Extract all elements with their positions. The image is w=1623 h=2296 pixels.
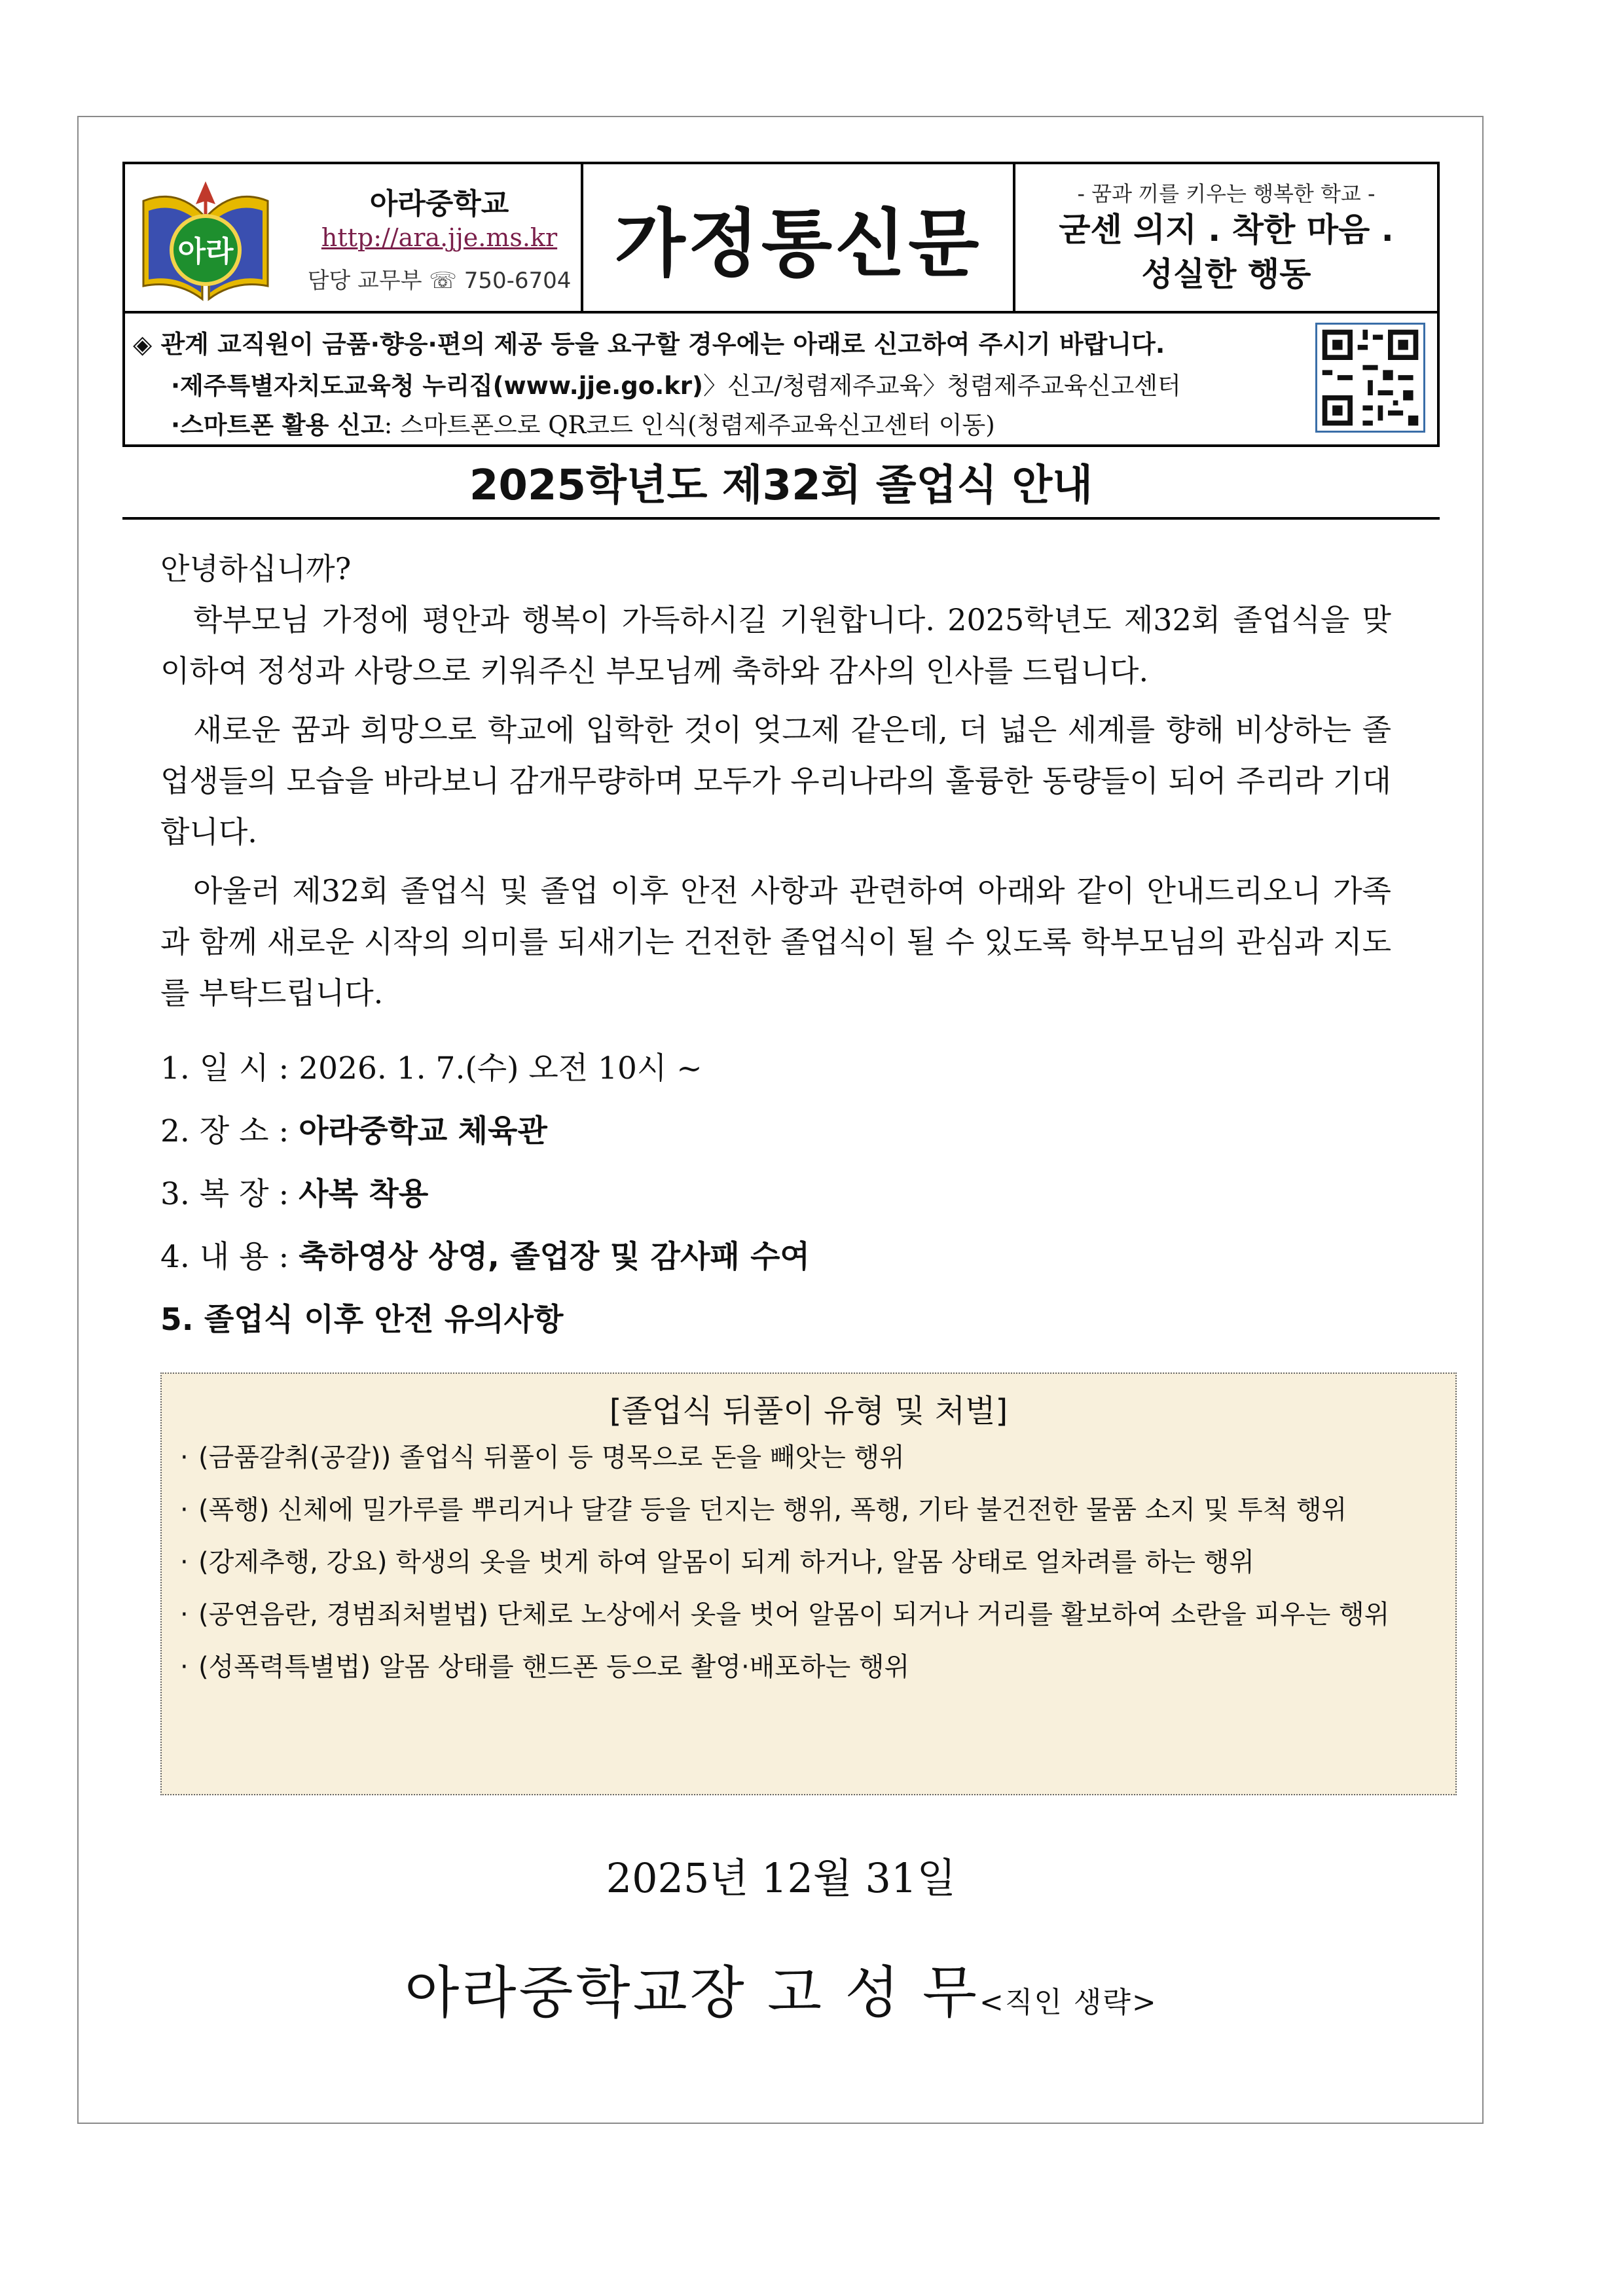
principal-signature: [122, 1947, 1440, 2028]
report-line-website: [171, 366, 1181, 401]
event-details: [160, 1037, 810, 1352]
detail-value: 아라중학교 체육관: [299, 1113, 547, 1149]
detail-value: 사복 착용: [299, 1176, 429, 1212]
school-contact: 담당 교무부 ☏ 750-6704: [307, 268, 572, 294]
warning-item: · (성폭력특별법) 알몸 상태를 핸드폰 등으로 촬영·배포하는 행위: [179, 1648, 1438, 1686]
detail-label: 3. 복 장 :: [160, 1176, 289, 1212]
detail-item: [160, 1163, 810, 1226]
warning-item: · (강제추행, 강요) 학생의 옷을 벗게 하여 알몸이 되게 하거나, 알몸 상태로 얼차려를 하는 행위: [179, 1543, 1438, 1581]
paragraph-2: 새로운 꿈과 희망으로 학교에 입학한 것이 엊그제 같은데, 더 넓은 세계를 향해 비상하는 졸업생들의 모습을 바라보니 감개무량하며 모두가 우리나라의 훌륭한 동량들이 되어 주리라 기대합니다.: [160, 712, 1391, 850]
body-paragraphs: [160, 594, 1391, 1026]
report-website-path: 〉신고/청렴제주교육〉청렴제주교육신고센터: [702, 372, 1181, 400]
warning-box: [160, 1372, 1457, 1795]
title-divider: [122, 517, 1440, 520]
detail-label: 2. 장 소 :: [160, 1113, 289, 1149]
detail-item: [160, 1289, 810, 1352]
detail-item: [160, 1037, 810, 1100]
detail-label: 1. 일 시 :: [160, 1050, 289, 1086]
warning-item: · (금품갈취(공갈)) 졸업식 뒤풀이 등 명목으로 돈을 빼앗는 행위: [179, 1439, 1438, 1477]
motto-line-1: 굳센 의지 . 착한 마음 .: [1059, 211, 1394, 249]
paragraph-3: 아울러 제32회 졸업식 및 졸업 이후 안전 사항과 관련하여 아래와 같이 안내드리오니 가족과 함께 새로운 시작의 의미를 되새기는 건전한 졸업식이 될 수 있도록 학부모님의 관심과 지도를 부탁드립니다.: [160, 873, 1391, 1011]
detail-item: [160, 1100, 810, 1163]
issue-date: 2025년 12월 31일: [606, 1854, 957, 1902]
greeting: 안녕하십니까?: [160, 551, 352, 586]
warning-title: [졸업식 뒤풀이 유형 및 처벌]: [609, 1393, 1008, 1429]
title-cell: [583, 164, 1015, 311]
school-logo-icon: [137, 175, 274, 306]
report-line-smartphone: [171, 405, 995, 440]
detail-item: [160, 1226, 810, 1289]
header-top-row: [125, 164, 1437, 314]
motto-cell: [1015, 164, 1437, 311]
report-smartphone-label: ·스마트폰 활용 신고: [171, 411, 384, 439]
newsletter-header: [122, 162, 1440, 447]
school-info-cell: [125, 164, 583, 311]
school-url-link[interactable]: http://ara.jje.ms.kr: [321, 223, 558, 252]
page-title: 2025학년도 제32회 졸업식 안내: [469, 461, 1093, 510]
detail-label: 5. 졸업식 이후 안전 유의사항: [160, 1302, 564, 1338]
motto-subtitle: - 꿈과 끼를 키우는 행복한 학교 -: [1077, 181, 1376, 206]
logo-text: 아라: [177, 235, 234, 268]
report-smartphone-text: : 스마트폰으로 QR코드 인식(청렴제주교육신고센터 이동): [384, 411, 995, 439]
report-website-label: ·제주특별자치도교육청 누리집(www.jje.go.kr): [171, 372, 703, 400]
paragraph-1: 학부모님 가정에 평안과 행복이 가득하시길 기원합니다. 2025학년도 제32회 졸업식을 맞이하여 정성과 사랑으로 키워주신 부모님께 축하와 감사의 인사를 드립니다.: [160, 602, 1391, 689]
detail-value: 축하영상 상영, 졸업장 및 감사패 수여: [299, 1239, 810, 1275]
school-name: 아라중학교: [369, 187, 509, 221]
seal-note: <직인 생략>: [979, 1986, 1158, 2019]
warning-item: · (공연음란, 경범죄처벌법) 단체로 노상에서 옷을 벗어 알몸이 되거나 거리를 활보하여 소란을 피우는 행위: [179, 1596, 1438, 1634]
report-notice: ◈ 관계 교직원이 금품·향응·편의 제공 등을 요구할 경우에는 아래로 신고하여 주시기 바랍니다.: [133, 330, 1165, 359]
principal-name: 아라중학교장 고 성 무: [405, 1960, 979, 2026]
newsletter-title: 가정통신문: [614, 201, 982, 287]
report-notice-row: [125, 314, 1437, 444]
qr-code-icon[interactable]: [1315, 323, 1425, 433]
warning-list: [179, 1439, 1438, 1686]
motto-line-2: 성실한 행동: [1141, 255, 1311, 293]
detail-label: 4. 내 용 :: [160, 1239, 289, 1275]
warning-item: · (폭행) 신체에 밀가루를 뿌리거나 달걀 등을 던지는 행위, 폭행, 기타 불건전한 물품 소지 및 투척 행위: [179, 1491, 1438, 1529]
detail-value: 2026. 1. 7.(수) 오전 10시 ~: [299, 1050, 702, 1086]
